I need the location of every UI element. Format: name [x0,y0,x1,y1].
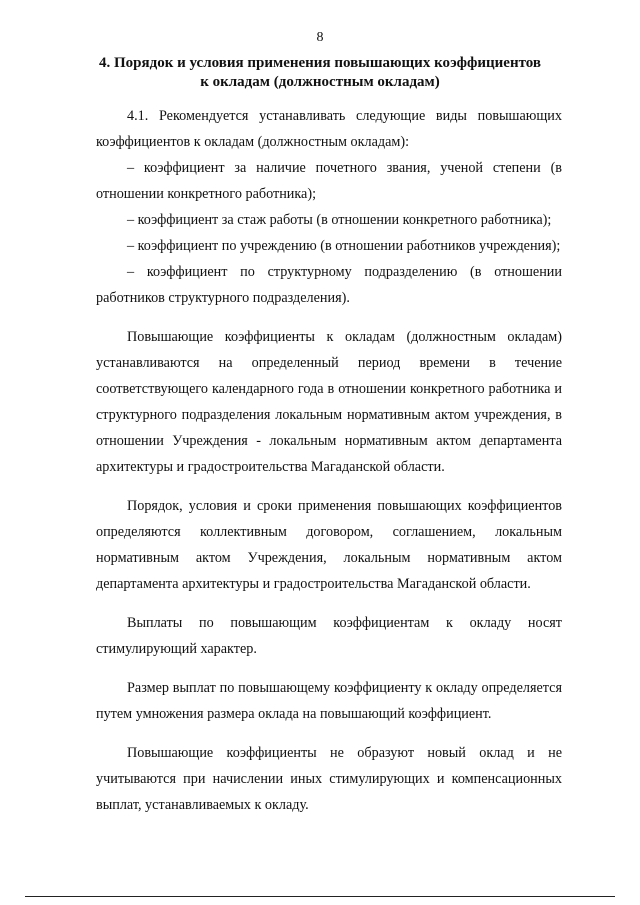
section-title-line-1: 4. Порядок и условия применения повышающих коэффициентов [99,55,541,71]
paragraph-procedure: Порядок, условия и сроки применения повышающих коэффициентов определяются коллективным договором, соглашением, локальным нормативным актом Учреждения, локальным нормативным актом департамента архитектуры и градостроительства Магаданской области. [96,498,562,592]
paragraph-no-new-salary: Повышающие коэффициенты не образуют новый оклад и не учитываются при начислении иных стимулирующих и компенсационных выплат, устанавливаемых к окладу. [96,745,562,813]
paragraph-4-1: 4.1. Рекомендуется устанавливать следующие виды повышающих коэффициентов к окладам (должностным окладам): [96,108,562,150]
list-item-department: – коэффициент по структурному подразделению (в отношении работников структурного подразделения). [96,264,562,306]
bottom-divider [25,896,615,897]
list-item-institution: – коэффициент по учреждению (в отношении работников учреждения); [127,238,561,254]
paragraph-establishment: Повышающие коэффициенты к окладам (должностным окладам) устанавливаются на определенный период времени в течение соответствующего календарного года в отношении конкретного работника и структурного подразделения локальным нормативным актом учреждения, в отношении Учреждения - локальным нормативным актом департамента архитектуры и градостроительства Магаданской области. [96,329,562,475]
section-title-line-2: к окладам (должностным окладам) [200,74,440,90]
section-title [80,54,560,92]
document-body [96,103,562,818]
list-item-work-experience: – коэффициент за стаж работы (в отношении конкретного работника); [127,212,552,228]
list-item-title-degree: – коэффициент за наличие почетного звания, ученой степени (в отношении конкретного работника); [96,160,562,202]
paragraph-amount: Размер выплат по повышающему коэффициенту к окладу определяется путем умножения размера оклада на повышающий коэффициент. [96,680,562,722]
paragraph-payments: Выплаты по повышающим коэффициентам к окладу носят стимулирующий характер. [96,615,562,657]
page-number: 8 [316,30,324,45]
